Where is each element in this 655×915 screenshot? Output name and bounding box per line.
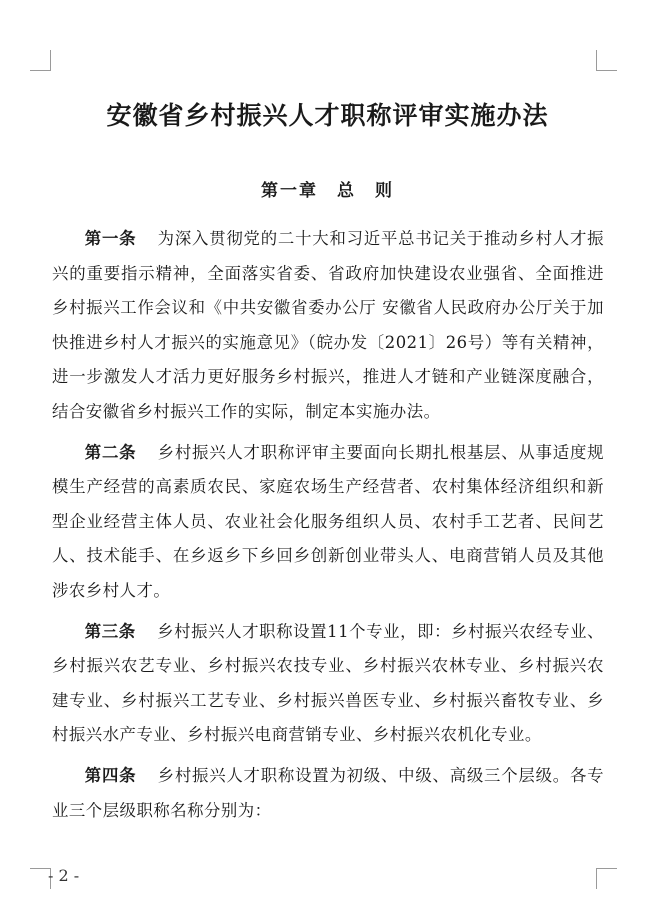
article-1-heading: 第一条 <box>84 229 137 248</box>
article-2-heading: 第二条 <box>84 442 137 462</box>
article-3 <box>52 615 604 753</box>
crop-mark-top-left <box>30 50 51 71</box>
document-body <box>52 222 604 834</box>
article-2 <box>52 436 604 609</box>
article-4 <box>52 759 604 828</box>
article-3-text: 乡村振兴人才职称设置11个专业，即：乡村振兴农经专业、乡村振兴农艺专业、乡村振兴农技专业、乡村振兴农林专业、乡村振兴农建专业、乡村振兴工艺专业、乡村振兴兽医专业、乡村振兴畜牧专业、乡村振兴水产专业、乡村振兴电商营销专业、乡村振兴农机化专业。 <box>52 621 605 745</box>
article-2-text: 乡村振兴人才职称评审主要面向长期扎根基层、从事适度规模生产经营的高素质农民、家庭农场生产经营者、农村集体经济组织和新型企业经营主体人员、农业社会化服务组织人员、农村手工艺者、民间艺人、技术能手、在乡返乡下乡回乡创新创业带头人、电商营销人员及其他涉农乡村人才。 <box>52 442 605 600</box>
chapter-heading: 第一章 总 则 <box>261 181 394 201</box>
crop-mark-bottom-right <box>596 868 617 889</box>
crop-mark-top-right <box>596 50 617 71</box>
article-1-text: 为深入贯彻党的二十大和习近平总书记关于推动乡村人才振兴的重要指示精神，全面落实省委、省政府加快建设农业强省、全面推进乡村振兴工作会议和《中共安徽省委办公厅 安徽省人民政府办公厅关于加快推进乡村人才振兴的实施意见》（皖办发〔2021〕26号）等有关精神，进一步激发人才活力更好服务乡村振兴，推进人才链和产业链深度融合，结合安徽省乡村振兴工作的实际，制定本实施办法。 <box>52 229 605 421</box>
article-4-text: 乡村振兴人才职称设置为初级、中级、高级三个层级。各专业三个层级职称名称分别为： <box>52 765 605 820</box>
article-4-heading: 第四条 <box>84 765 137 785</box>
article-3-heading: 第三条 <box>84 621 136 641</box>
document-title: 安徽省乡村振兴人才职称评审实施办法 <box>106 101 549 130</box>
page-number: - 2 - <box>48 866 80 885</box>
article-1 <box>52 222 604 430</box>
